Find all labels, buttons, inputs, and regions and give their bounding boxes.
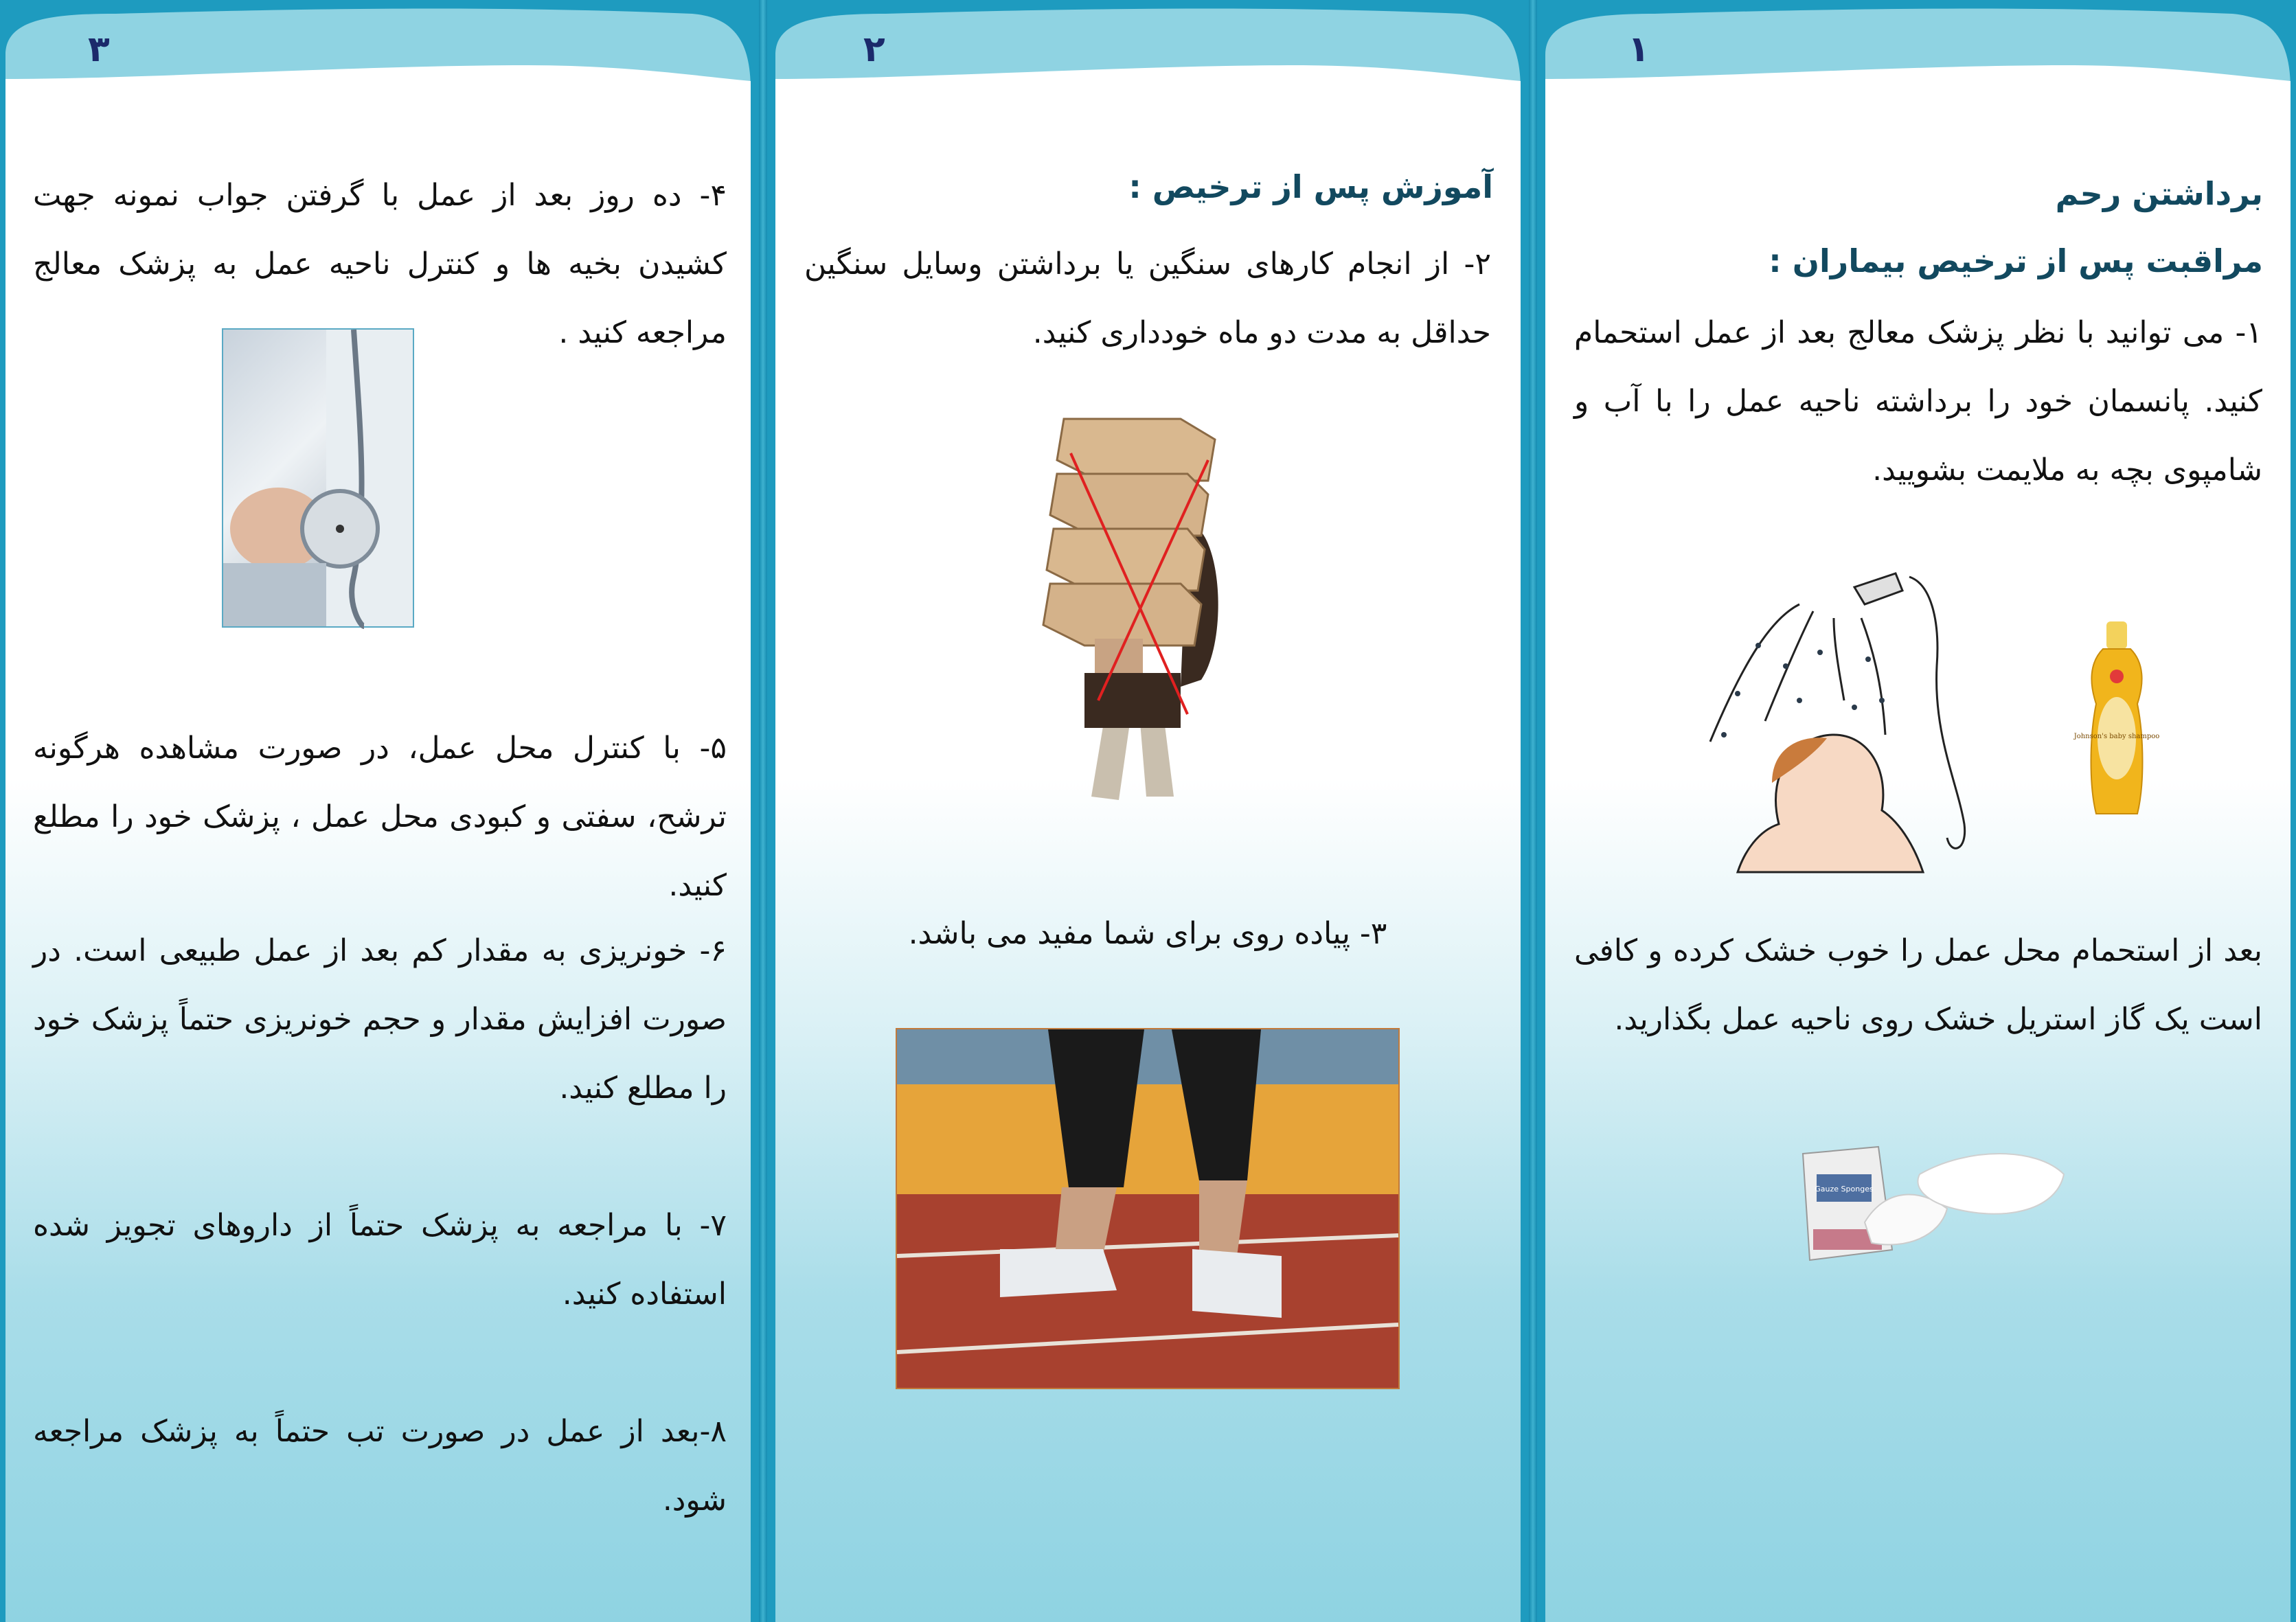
header-wave	[1545, 0, 2291, 89]
section-title: مراقبت پس از ترخیص بیماران :	[1769, 242, 2263, 279]
item-6-text: ۶- خونریزی به مقدار کم بعد از عمل طبیعی است. در صورت افزایش مقدار و حجم خونریزی حتماً پزشک خود را مطلع کنید.	[33, 933, 727, 1106]
item-7-text: ۷- با مراجعه به پزشک حتماً از داروهای تجویز شده استفاده کنید.	[33, 1208, 727, 1312]
page-number: ۳	[88, 29, 110, 70]
item-5-text: ۵- با کنترل محل عمل، در صورت مشاهده هرگونه ترشح، سفتی و کبودی محل عمل ، پزشک خود را مطلع کنید.	[33, 731, 727, 903]
item-3-text: ۳- پیاده روی برای شما مفید می باشد.	[908, 916, 1387, 951]
panel-page-1	[1545, 0, 2291, 1622]
heavy-boxes-image	[1043, 412, 1242, 810]
gauze-label: Gauze Sponges	[1815, 1185, 1874, 1193]
section-title: آموزش پس از ترخیص :	[1128, 168, 1493, 205]
panel-page-3	[5, 0, 751, 1622]
page-number: ۲	[863, 29, 885, 70]
fold-divider	[751, 0, 775, 1622]
shower-illustration	[1696, 563, 1999, 872]
item-8-text: ۸-بعد از عمل در صورت تب حتماً به پزشک مراجعه شود.	[33, 1414, 727, 1518]
header-wave	[5, 0, 751, 89]
item-4-text: ۴- ده روز بعد از عمل با گرفتن جواب نمونه جهت کشیدن بخیه ها و کنترل ناحیه عمل به پزشک معالج مراجعه کنید .	[33, 178, 727, 350]
fold-divider	[1521, 0, 1545, 1622]
walking-image	[896, 1028, 1400, 1389]
paragraph-2-text: بعد از استحمام محل عمل را خوب خشک کرده و کافی است یک گاز استریل خشک روی ناحیه عمل بگذارید.	[1574, 933, 2262, 1037]
gauze-sponge-image	[1789, 1133, 2078, 1270]
item-1-text: ۱- می توانید با نظر پزشک معالج بعد از عمل استحمام کنید. پانسمان خود را برداشته ناحیه عمل را با آب و شامپوی بچه به ملایمت بشویید.	[1574, 315, 2262, 488]
stethoscope-image	[222, 328, 414, 628]
shampoo-label: Johnson's baby shampoo	[2073, 733, 2160, 740]
header-wave	[775, 0, 1521, 89]
baby-shampoo-image	[2073, 621, 2160, 821]
panel-page-2	[775, 0, 1521, 1622]
item-2-text: ۲- از انجام کارهای سنگین یا برداشتن وسایل سنگین حداقل به مدت دو ماه خودداری کنید.	[804, 247, 1491, 350]
page-title: برداشتن رحم	[2055, 175, 2263, 212]
page-number: ۱	[1628, 29, 1650, 70]
